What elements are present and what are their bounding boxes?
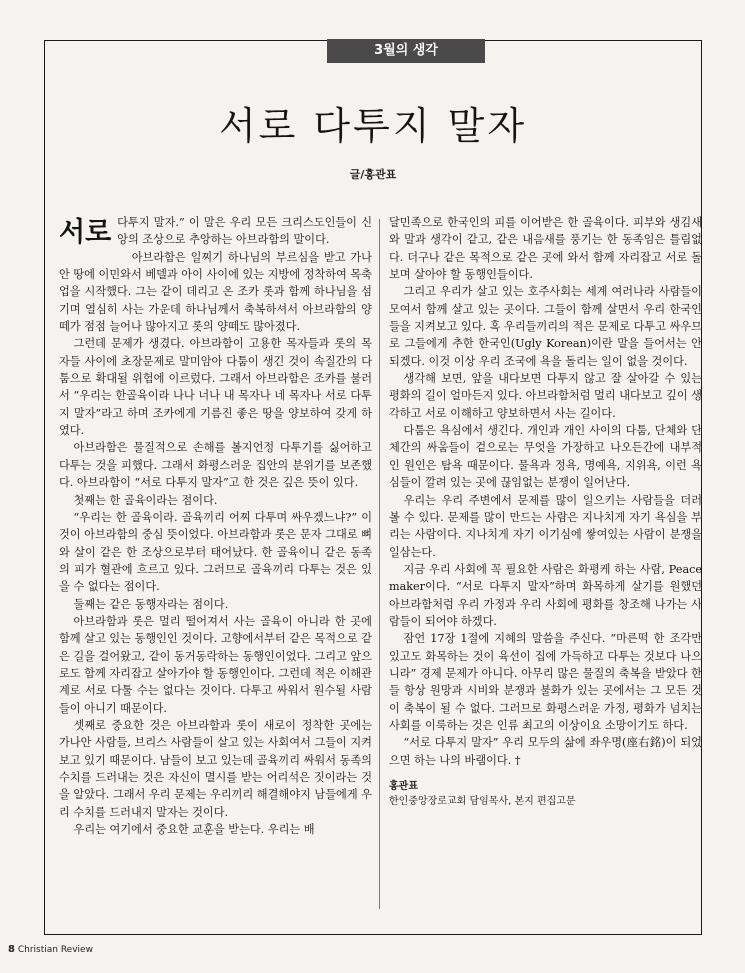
paragraph: 서로 다투지 말자.” 이 말은 우리 모든 크리스도인들이 신앙의 조상으로 추앙하는 아브라함의 말이다.	[59, 216, 372, 248]
paragraph: 그리고 우리가 살고 있는 호주사회는 세계 여러나라 사람들이 모여서 함께 살고 있는 곳이다. 그들이 함께 살면서 우리 한국인들을 지켜보고 있다. 혹 우리들끼리의 적은 문제로 다투고 싸우므로 그들에게 추한 한국인(Ugly Korean)이란 말을 들어서는 안되겠다. 이것 이상 우리 조국에 욕을 돌리는 일이 없을 것이다.	[389, 285, 702, 368]
paragraph: 우리는 여기에서 중요한 교훈을 받는다. 우리는 배	[73, 823, 315, 837]
right-column	[389, 214, 702, 809]
paragraph: 지금 우리 사회에 꼭 필요한 사람은 화평케 하는 사람, Peace maker이다. “서로 다투지 말자”하며 화목하게 살기를 원했던 아브라함처럼 우리 가정과 우리 사회에 평화를 창조해 나가는 사람들이 되어야 하겠다.	[389, 562, 702, 628]
paragraph: 잠언 17장 1절에 지혜의 말씀을 주신다. “마른떡 한 조각만 있고도 화목하는 것이 육선이 집에 가득하고 다투는 것보다 나으니라” 경제 문제가 아니다. 아무리 많은 물질의 축복을 받았다 한들 항상 원망과 시비와 분쟁과 불화가 있는 곳에서는 그 모든 것이 축복이 될 수 없다. 그러므로 화평스러운 가정, 평화가 넘치는 사회를 이룩하는 것은 인류 최고의 이상이요 소망이기도 하다.	[389, 632, 702, 732]
byline: 글/홍관표	[349, 168, 397, 181]
author-affiliation: 한인중앙장로교회 담임목사, 본지 편집고문	[389, 796, 576, 807]
page-number: 8	[8, 944, 15, 955]
dropcap: 서로	[59, 217, 112, 248]
author-name: 홍관표	[389, 781, 418, 792]
paragraph: 아브라함은 물질적으로 손해를 볼지언정 다투기를 싫어하고 다투는 것을 피했다. 그래서 화평스러운 집안의 분위기를 보존했다. 아브라함이 “서로 다투지 말자”고 한 것은 깊은 뜻이 있다.	[59, 441, 372, 490]
paragraph: “우리는 한 골육이라. 골육끼리 어찌 다투며 싸우겠느냐?” 이것이 아브라함의 중심 뜻이었다. 아브라함과 롯은 문자 그대로 뼈와 살이 같은 한 조상으로부터 태어났다. 한 골육이니 같은 동족의 피가 혈관에 흐르고 있다. 그러므로 골육끼리 다투는 것은 있을 수 없다는 점이다.	[59, 510, 372, 594]
paragraph: 우리는 우리 주변에서 문제를 많이 일으키는 사람들을 더러 볼 수 있다. 문제를 많이 만드는 사람은 지나치게 자기 욕심을 부리는 사람이다. 지나치게 자기 이기심에 쌓여있는 사람이 분쟁을 일삼는다.	[389, 493, 702, 559]
article-frame	[44, 40, 702, 935]
paragraph: 둘째는 같은 동행자라는 점이다.	[73, 597, 229, 611]
paragraph: 아브라함과 롯은 멀리 떨어져서 사는 골육이 아니라 한 곳에 함께 살고 있는 동행인인 것이다. 고향에서부터 같은 목적으로 같은 길을 걸어왔고, 같이 동거동락하는 동행인이었다. 그리고 앞으로도 함께 자리잡고 살아가야 할 동행인이다. 그런데 적은 이해관계로 서로 다툴 수는 없다는 것이다. 다투고 싸워서 원수될 사람들이 아니기 때문이다.	[59, 614, 372, 715]
author-block	[389, 779, 702, 809]
paragraph: 그런데 문제가 생겼다. 아브라함이 고용한 목자들과 롯의 목자들 사이에 초장문제로 말미암아 다툼이 생긴 것이 속질간의 다툼으로 확대될 위험에 이르렀다. 그래서 아브라함은 조카를 불러서 “우리는 한골육이라 나나 너나 내 목자나 네 목자나 서로 다투지 말자”라고 하며 조카에게 기름진 좋은 땅을 양보하여 갖게 하였다.	[59, 337, 372, 438]
paragraph: 아브라함은 일찌기 하나님의 부르심을 받고 가나안 땅에 이민와서 베델과 아이 사이에 있는 지방에 정착하여 목축업을 시작했다. 그는 같이 데리고 온 조카 롯과 함께 하나님을 섬기며 열심히 사는 가운데 하나님께서 축복하셔서 아브라함의 양떼가 점점 늘어나 많아지고 롯의 양떼도 많아졌다.	[59, 250, 372, 334]
paragraph: 생각해 보면, 앞을 내다보면 다투지 않고 잘 살아갈 수 있는 평화의 길이 얼마든지 있다. 아브라함처럼 멀리 내다보고 깊이 생각하고 서로 이해하고 양보하면서 사는 길이다.	[389, 372, 702, 420]
left-column	[59, 214, 372, 838]
magazine-name: Christian Review	[17, 945, 93, 955]
paragraph: 다툼은 욕심에서 생긴다. 개인과 개인 사이의 다툼, 단체와 단체간의 싸움들이 겉으로는 무엇을 가장하고 나오든간에 내부적인 원인은 탐욕 때문이다. 물욕과 정욕, 명예욕, 지위욕, 이런 욕심들이 깔려 있는 곳에 끊임없는 분쟁이 일어난다.	[389, 424, 702, 490]
paragraph: 셋째로 중요한 것은 아브라함과 롯이 새로이 정착한 곳에는 가나안 사람들, 브리스 사람들이 살고 있는 사회여서 그들이 지켜보고 있기 때문이다. 남들이 보고 있는데 골육끼리 싸워서 동족의 수치를 드러내는 것은 자신이 멸시를 받는 어리석은 짓이라는 것을 알았다. 그래서 우리 문제는 우리끼리 해결해야지 남들에게 우리 수치를 드러내지 말자는 것이다.	[59, 718, 372, 819]
article-title: 서로 다투지 말자	[218, 104, 528, 148]
paragraph: “서로 다투지 말자” 우리 모두의 삶에 좌우명(座右銘)이 되었으면 하는 나의 바램이다. †	[389, 736, 702, 767]
paragraph: 첫째는 한 골육이라는 점이다.	[73, 493, 218, 507]
column-divider	[379, 219, 380, 909]
section-label: 3월의 생각	[327, 39, 485, 63]
page-footer	[8, 944, 93, 955]
paragraph: 달민족으로 한국인의 피를 이어받은 한 골육이다. 피부와 생김새와 말과 생각이 같고, 같은 내음새를 풍기는 한 동족임은 틀림없다. 더구나 같은 목적으로 같은 곳에 와서 함께 자리잡고 서로 돌보며 살아야 할 동행인들이다.	[389, 216, 702, 282]
